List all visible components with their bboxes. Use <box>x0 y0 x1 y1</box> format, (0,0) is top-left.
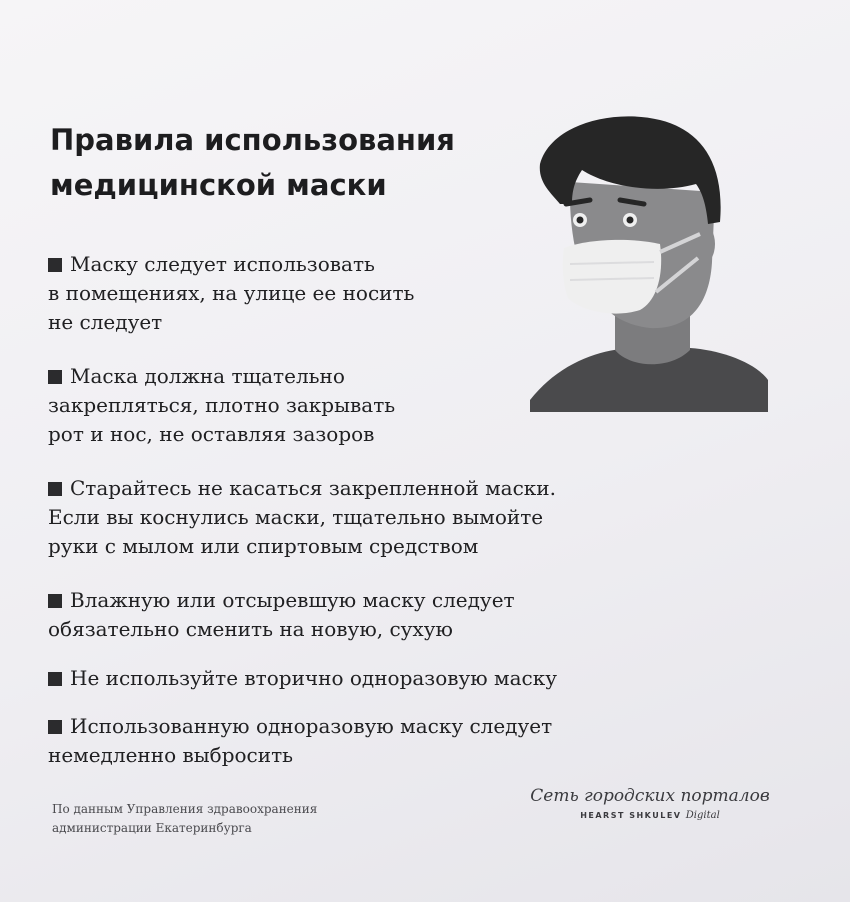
square-bullet-icon <box>48 482 62 496</box>
brand-subtitle: HEARST SHKULEV Digital <box>580 810 720 821</box>
rule-item-3 <box>48 474 556 561</box>
source-note <box>52 800 317 838</box>
square-bullet-icon <box>48 258 62 272</box>
rule-2-line-3: рот и нос, не оставляя зазоров <box>48 422 375 446</box>
mask-shape <box>563 240 661 314</box>
rule-item-6 <box>48 712 552 770</box>
rule-3-line-3: руки с мылом или спиртовым средством <box>48 534 479 558</box>
rule-6-line-2: немедленно выбросить <box>48 743 294 767</box>
rule-item-1 <box>48 250 414 337</box>
rule-2-line-1: Маска должна тщательно <box>48 362 395 391</box>
rule-4-line-2: обязательно сменить на новую, сухую <box>48 617 453 641</box>
title-line-1: Правила использования <box>50 123 455 157</box>
rule-1-line-2: в помещениях, на улице ее носить <box>48 281 415 305</box>
square-bullet-icon <box>48 672 62 686</box>
square-bullet-icon <box>48 720 62 734</box>
source-line-1: По данным Управления здравоохранения <box>52 802 318 816</box>
rule-5-line-1: Не используйте вторично одноразовую маску <box>48 664 557 693</box>
ear-shape <box>691 224 715 264</box>
rule-1-line-1: Маску следует использовать <box>48 250 414 279</box>
rule-1-line-3: не следует <box>48 310 163 334</box>
rule-3-line-1: Старайтесь не касаться закрепленной маски. <box>48 474 556 503</box>
rule-item-4 <box>48 586 515 644</box>
rule-4-line-1: Влажную или отсыревшую маску следует <box>48 586 515 615</box>
source-line-2: администрации Екатеринбурга <box>52 821 252 835</box>
square-bullet-icon <box>48 594 62 608</box>
poster-title <box>50 118 520 208</box>
rule-6-line-1: Использованную одноразовую маску следует <box>48 712 552 741</box>
square-bullet-icon <box>48 370 62 384</box>
title-line-2: медицинской маски <box>50 168 387 202</box>
rule-item-5 <box>48 664 557 693</box>
publisher-logo <box>500 786 800 821</box>
rule-item-2 <box>48 362 395 449</box>
brand-script-text: Сеть городских порталов <box>530 786 770 806</box>
rule-3-line-2: Если вы коснулись маски, тщательно вымойте <box>48 505 544 529</box>
man-in-mask-icon <box>520 112 770 412</box>
rule-2-line-2: закрепляться, плотно закрывать <box>48 393 396 417</box>
